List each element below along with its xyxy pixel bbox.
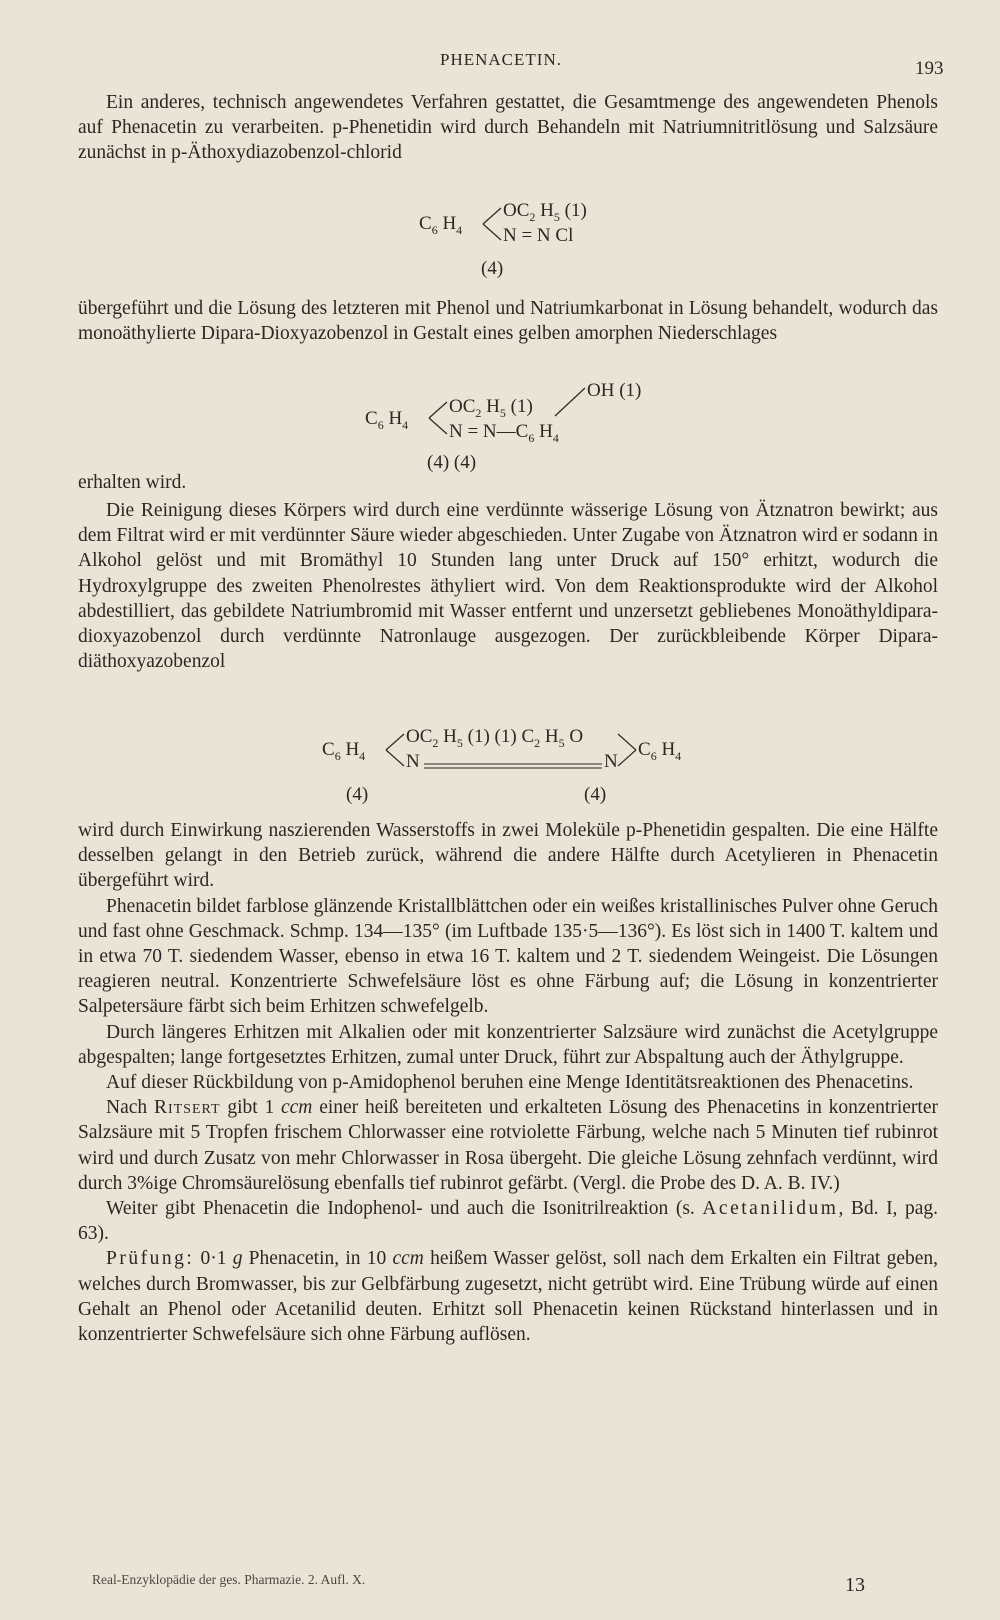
formula-1-ring: $C_6$ $H_4$ bbox=[419, 213, 463, 237]
paragraph-5-text: wird durch Einwirkung naszierenden Wasserstoffs in zwei Moleküle p-Phenetidin gespalten. Die eine Hälfte desselben gelangt in den Betrieb zurück, während die andere Hälfte durch Acetylieren in Phenacetin übergeführt wird. bbox=[78, 820, 938, 892]
formula-2-oh-bond bbox=[553, 384, 587, 418]
paragraph-6-text: Phenacetin bildet farblose glänzende Kristallblättchen oder ein weißes kristallinisches Pulver ohne Geruch und fast ohne Geschmack. Schmp. 134—135° (im Luftbade 135·5—136°). Es löst sich in 1400 T. kaltem und in etwa 70 T. siedendem Wasser, ebenso in etwa 16 T. kaltem und 2 T. siedendem Weingeist. Die Lösungen reagieren neutral. Konzentrierte Schwefelsäure löst es ohne Färbung auf; die Lösung in konzentrierter Salpetersäure färbt sich beim Erhitzen schwefelgelb. bbox=[78, 895, 938, 1018]
paragraph-2-text: übergeführt und die Lösung des letzteren mit Phenol und Natriumkarbonat in Lösung behandelt, wodurch das monoäthylierte Dipara-Dioxyazobenzol in Gestalt eines gelben amorphen Niederschlages bbox=[78, 298, 938, 345]
formula-3-ring-right: $C_6$ $H_4$ bbox=[638, 739, 682, 763]
formula-2-ring: $C_6$ $H_4$ bbox=[365, 408, 409, 432]
formula-3-top: $OC_2$ $H_5$ (1) (1) $C_2$ $H_5$ O bbox=[406, 726, 584, 750]
text-block-lower bbox=[78, 818, 938, 1347]
paragraph-4 bbox=[78, 498, 938, 674]
formula-3-n-left: N bbox=[406, 751, 420, 772]
paragraph-3-text: erhalten wird. bbox=[78, 472, 187, 493]
paragraph-3 bbox=[78, 470, 938, 495]
formula-3-bond-fork-left bbox=[384, 730, 406, 770]
formula-2-mid: $N = N—C_6$ $H_4$ bbox=[449, 421, 559, 445]
author-name: Ritsert bbox=[153, 1097, 221, 1119]
formula-1-position: (4) bbox=[481, 258, 504, 279]
formula-1-bond-fork bbox=[481, 204, 503, 244]
formula-2-top: $OC_2$ $H_5$ (1) bbox=[449, 396, 533, 420]
footer-source: Real-Enzyklopädie der ges. Pharmazie. 2. Aufl. X. bbox=[92, 1572, 366, 1587]
formula-2-bond-fork bbox=[427, 398, 449, 438]
formula-3-double-bond bbox=[424, 762, 602, 770]
formula-2-oh: OH (1) bbox=[587, 380, 642, 401]
formula-3-position-left: (4) bbox=[346, 784, 369, 805]
paragraph-4-text: Die Reinigung dieses Körpers wird durch eine verdünnte wässerige Lösung von Ätznatron bewirkt; aus dem Filtrat wird er mit verdünnter Säure wieder abgeschieden. Unter Zugabe von Ätznatron wird er sodann in Alkohol gelöst und mit Bromäthyl 10 Stunden lang unter Druck auf 150° erhitzt, wodurch die Hydroxylgruppe des zweiten Phenolrestes äthyliert wird. Von dem Reaktionsprodukte wird der Alkohol abdestilliert, das gebildete Natriumbromid mit Wasser entfernt und unzersetzt gebliebenes Monoäthyldipara-dioxyazobenzol durch verdünnte Natronlauge ausgezogen. Der zurückbleibende Körper Dipara-diäthoxyazobenzol bbox=[78, 500, 938, 673]
running-head: PHENACETIN. bbox=[440, 50, 562, 69]
paragraph-10-text: Weiter gibt Phenacetin die Indophenol- und auch die Isonitrilreaktion (s. Acetanilidum, Bd. I, pag. 63). bbox=[78, 1198, 938, 1245]
formula-3-ring-left: $C_6$ $H_4$ bbox=[322, 739, 366, 763]
page-number: 193 bbox=[915, 58, 944, 79]
paragraph-1-text: Ein anderes, technisch angewendetes Verfahren gestattet, die Gesamtmenge des angewendeten Phenols auf Phenacetin zu verarbeiten. p-Phenetidin wird durch Behandeln mit Natriumnitritlösung und Salzsäure zunächst in p-Äthoxydiazobenzol-chlorid bbox=[78, 92, 938, 164]
formula-2-positions: (4) (4) bbox=[427, 452, 477, 473]
sheet-number: 13 bbox=[845, 1574, 865, 1596]
paragraph-11-text: Prüfung: 0·1 g Phenacetin, in 10 ccm heißem Wasser gelöst, soll nach dem Erkalten ein Filtrat geben, welches durch Bromwasser, bis zur Gelbfärbung zugesetzt, nicht getrübt wird. Eine Trübung würde auf einen Gehalt an Phenol oder Acetanilid deuten. Erhitzt soll Phenacetin keinen Rückstand hinterlassen und in konzentrierter Schwefelsäure sich ohne Färbung auflösen. bbox=[78, 1248, 939, 1346]
pruefung-label: Prüfung: bbox=[106, 1248, 195, 1270]
paragraph-7-text: Durch längeres Erhitzen mit Alkalien oder mit konzentrierter Salzsäure wird zunächst die Acetylgruppe abgespalten; lange fortgesetztes Erhitzen, zumal unter Druck, führt zur Abspaltung auch der Äthylgruppe. bbox=[78, 1021, 938, 1068]
formula-3-bond-fork-right bbox=[616, 730, 638, 770]
paragraph-1 bbox=[78, 90, 938, 166]
paragraph-2 bbox=[78, 296, 938, 346]
reference-acetanilidum: Acetanilidum bbox=[702, 1198, 839, 1220]
formula-3-position-right: (4) bbox=[584, 784, 607, 805]
paragraph-8-text: Auf dieser Rückbildung von p-Amidophenol beruhen eine Menge Identitätsreaktionen des Phenacetins. bbox=[106, 1072, 914, 1094]
formula-1-top: $OC_2$ $H_5$ (1) bbox=[503, 200, 587, 224]
paragraph-9-text: Nach Ritsert gibt 1 ccm einer heiß bereiteten und erkalteten Lösung des Phenacetins in konzentrierter Salzsäure mit 5 Tropfen frischem Chlorwasser eine rotviolette Färbung, welche nach 5 Minuten tief rubinrot wird und durch Zusatz von mehr Chlorwasser in Rosa übergeht. Die gleiche Lösung zehnfach verdünnt, wird durch 3%ige Chromsäurelösung ebenfalls tief rubinrot gefärbt. (Vergl. die Probe des D. A. B. IV.) bbox=[78, 1097, 938, 1194]
formula-3-n-right: N bbox=[604, 751, 618, 772]
formula-1-bottom: N = N Cl bbox=[503, 225, 574, 246]
